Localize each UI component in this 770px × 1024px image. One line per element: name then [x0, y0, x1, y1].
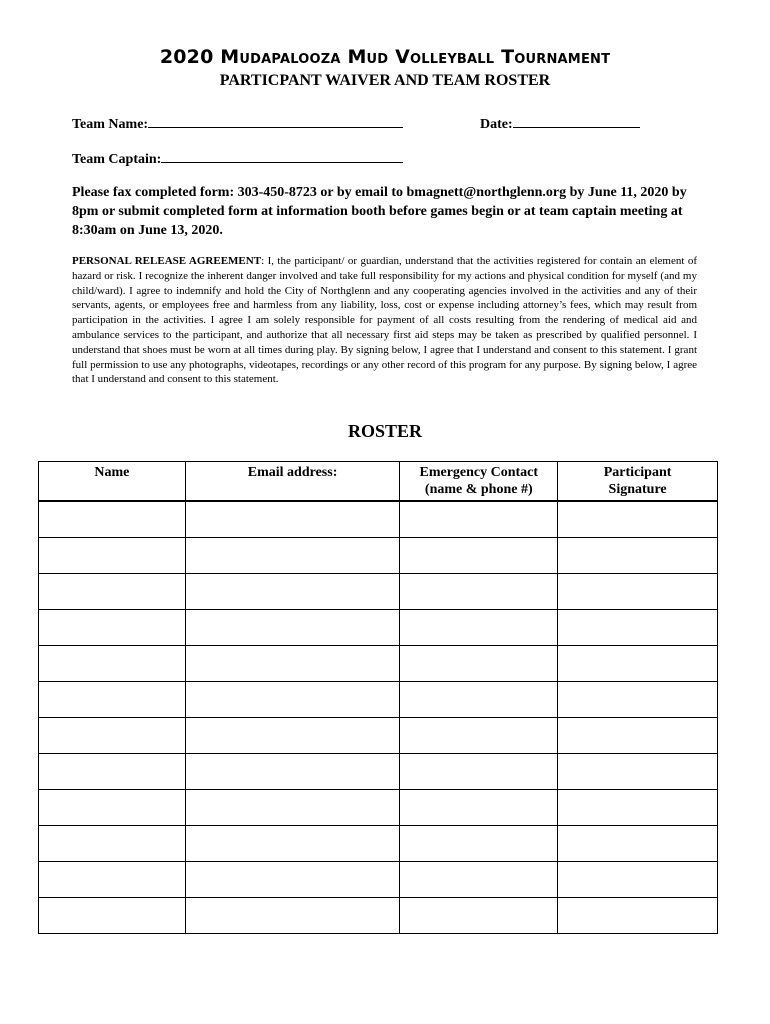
- roster-cell-signature[interactable]: [558, 754, 718, 790]
- table-row: [39, 718, 718, 754]
- date-field: [480, 113, 640, 133]
- table-row: [39, 790, 718, 826]
- roster-cell-name[interactable]: [39, 538, 186, 574]
- table-row: [39, 754, 718, 790]
- roster-cell-signature[interactable]: [558, 538, 718, 574]
- roster-body: [39, 501, 718, 934]
- column-header-signature: Participant Signature: [558, 462, 718, 502]
- roster-cell-signature[interactable]: [558, 574, 718, 610]
- roster-cell-email[interactable]: [185, 538, 400, 574]
- roster-cell-emergency-contact[interactable]: [400, 646, 558, 682]
- roster-cell-name[interactable]: [39, 501, 186, 538]
- team-name-blank[interactable]: [148, 113, 403, 128]
- column-header-name: Name: [39, 462, 186, 502]
- team-name-field: [72, 113, 403, 133]
- roster-cell-email[interactable]: [185, 862, 400, 898]
- roster-cell-signature[interactable]: [558, 826, 718, 862]
- roster-cell-emergency-contact[interactable]: [400, 501, 558, 538]
- roster-cell-emergency-contact[interactable]: [400, 790, 558, 826]
- team-captain-label: Team Captain:: [72, 152, 162, 167]
- table-row: [39, 898, 718, 934]
- roster-header-row: [39, 462, 718, 502]
- roster-cell-name[interactable]: [39, 682, 186, 718]
- roster-cell-email[interactable]: [185, 718, 400, 754]
- roster-cell-name[interactable]: [39, 646, 186, 682]
- column-header-email: Email address:: [185, 462, 400, 502]
- table-row: [39, 574, 718, 610]
- table-row: [39, 538, 718, 574]
- roster-cell-signature[interactable]: [558, 501, 718, 538]
- team-name-label: Team Name:: [72, 117, 149, 132]
- roster-cell-name[interactable]: [39, 574, 186, 610]
- roster-cell-emergency-contact[interactable]: [400, 826, 558, 862]
- agreement-body: : I, the participant/ or guardian, understand that the activities registered for contain an element of hazard or risk. I recognize the inherent danger involved and take full responsibility for my actions and physical condition for myself (and my child/ward). I agree to indemnify and hold the City of Northglenn and any cooperating agencies involved in the activities and any of their servants, agents, or employees free and harmless from any liability, loss, cost or expense including attorney’s fees, which may result from participation in the activities. I agree I am solely responsible for payment of all costs resulting from the rendering of medical aid and ambulance services to the participant, and authorize that all necessary first aid steps may be taken as prescribed by qualified personnel. I understand that shoes must be worn at all times during play. By signing below, I agree that I understand and consent to this statement. I grant full permission to use any photographs, videotapes, recordings or any other record of this program for any purpose. By signing below, I agree that I understand and consent to this statement.: [72, 255, 698, 386]
- roster-cell-name[interactable]: [39, 610, 186, 646]
- roster-table: [38, 461, 718, 934]
- roster-cell-emergency-contact[interactable]: [400, 610, 558, 646]
- team-captain-blank[interactable]: [161, 148, 403, 163]
- roster-cell-email[interactable]: [185, 682, 400, 718]
- team-captain-field: [72, 148, 403, 168]
- roster-cell-signature[interactable]: [558, 646, 718, 682]
- table-row: [39, 610, 718, 646]
- roster-cell-emergency-contact[interactable]: [400, 754, 558, 790]
- roster-cell-email[interactable]: [185, 826, 400, 862]
- table-row: [39, 862, 718, 898]
- roster-cell-email[interactable]: [185, 790, 400, 826]
- roster-cell-email[interactable]: [185, 898, 400, 934]
- date-blank[interactable]: [513, 113, 640, 128]
- table-row: [39, 682, 718, 718]
- roster-cell-name[interactable]: [39, 718, 186, 754]
- roster-cell-emergency-contact[interactable]: [400, 862, 558, 898]
- roster-cell-name[interactable]: [39, 898, 186, 934]
- roster-cell-email[interactable]: [185, 610, 400, 646]
- roster-cell-emergency-contact[interactable]: [400, 682, 558, 718]
- roster-cell-signature[interactable]: [558, 610, 718, 646]
- roster-cell-email[interactable]: [185, 501, 400, 538]
- table-row: [39, 646, 718, 682]
- table-row: [39, 501, 718, 538]
- roster-cell-email[interactable]: [185, 754, 400, 790]
- roster-cell-signature[interactable]: [558, 790, 718, 826]
- roster-cell-signature[interactable]: [558, 862, 718, 898]
- roster-cell-name[interactable]: [39, 754, 186, 790]
- roster-heading: ROSTER: [347, 421, 423, 441]
- roster-cell-name[interactable]: [39, 790, 186, 826]
- agreement-lead: PERSONAL RELEASE AGREEMENT: [72, 255, 262, 267]
- submission-instructions: Please fax completed form: 303-450-8723 or by email to bmagnett@northglenn.org by June 11, 2020 by 8pm or submit completed form at information booth before games begin or at team captain meeting at 8:30am on June 13, 2020.: [72, 185, 687, 238]
- roster-cell-emergency-contact[interactable]: [400, 898, 558, 934]
- table-row: [39, 826, 718, 862]
- roster-cell-signature[interactable]: [558, 718, 718, 754]
- roster-cell-email[interactable]: [185, 646, 400, 682]
- page-subtitle: PARTICPANT WAIVER AND TEAM ROSTER: [219, 72, 551, 89]
- roster-cell-name[interactable]: [39, 862, 186, 898]
- date-label: Date:: [480, 117, 513, 132]
- release-agreement: [72, 254, 697, 387]
- roster-cell-emergency-contact[interactable]: [400, 574, 558, 610]
- column-header-emergency-contact: Emergency Contact (name & phone #): [400, 462, 558, 502]
- roster-cell-emergency-contact[interactable]: [400, 538, 558, 574]
- roster-cell-email[interactable]: [185, 574, 400, 610]
- roster-cell-signature[interactable]: [558, 682, 718, 718]
- roster-cell-name[interactable]: [39, 826, 186, 862]
- roster-cell-emergency-contact[interactable]: [400, 718, 558, 754]
- roster-cell-signature[interactable]: [558, 898, 718, 934]
- page-title: 2020 Mudapalooza Mud Volleyball Tournament: [159, 46, 611, 68]
